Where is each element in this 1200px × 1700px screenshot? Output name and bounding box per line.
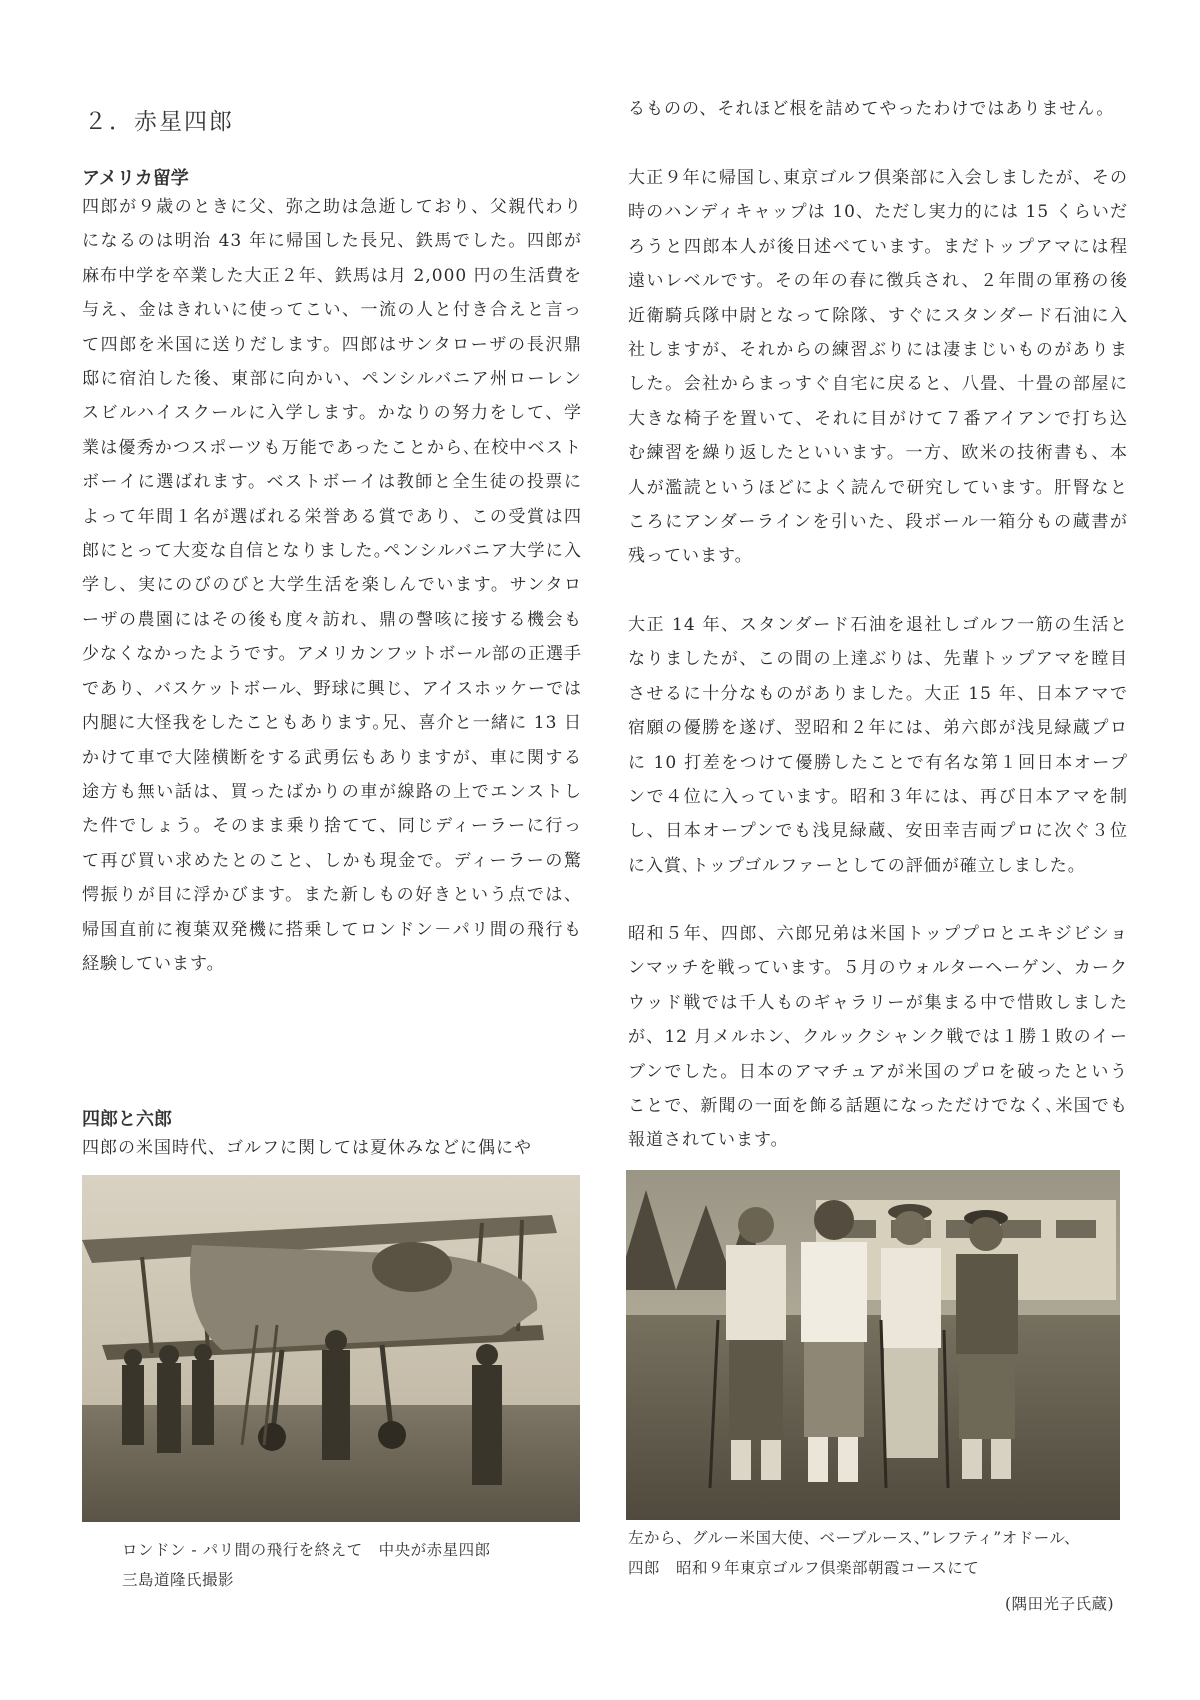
- photo-credit: (隅田光子氏蔵): [1005, 1595, 1115, 1613]
- biplane-photo: [82, 1175, 580, 1522]
- paragraph-america-study: 四郎が９歳のときに父、弥之助は急逝しており、父親代わりになるのは明治 43 年に帰国した長兄、鉄馬でした。四郎が麻布中学を卒業した大正２年、鉄馬は月 2,000 円の生活費を与え、金はきれいに使ってこい、一流の人と付き合えと言って四郎を米国に送りだします。四郎はサンタローザの長沢鼎邸に宿泊した後、東部に向かい、ペンシルバニア州ローレンスビルハイスクールに入学します。かなりの努力をして、学業は優秀かつスポーツも万能であったことから､在校中ベストボーイに選ばれます。ベストボーイは教師と全生徒の投票によって年間１名が選ばれる栄誉ある賞であり、この受賞は四郎にとって大変な自信となりました｡ペンシルバニア大学に入学し、実にのびのびと大学生活を楽しんでいます。サンタローザの農園にはその後も度々訪れ、鼎の謦咳に接する機会も少なくなかったようです。アメリカンフットボール部の正選手であり、バスケットボール、野球に興じ、アイスホッケーでは内腿に大怪我をしたこともあります｡兄、喜介と一緒に 13 日かけて車で大陸横断をする武勇伝もありますが、車に関する途方も無い話は、買ったばかりの車が線路の上でエンストした件でしょう。そのまま乗り捨てて、同じディーラーに行って再び買い求めたとのこと、しかも現金で。ディーラーの驚愕振りが目に浮かびます。また新しもの好きという点では、帰国直前に複葉双発機に搭乗してロンドン－パリ間の飛行も経験しています。: [82, 197, 582, 974]
- heading-shiro-rokuro: 四郎と六郎: [82, 1109, 172, 1130]
- golfers-caption-line1: 左から、グルー米国大使、ベーブルース、”レフティ”オドール、: [628, 1529, 1081, 1547]
- section-title: ２．赤星四郎: [84, 109, 234, 135]
- golfers-photo: [626, 1170, 1120, 1520]
- paragraph-shiro-rokuro: 四郎の米国時代、ゴルフに関しては夏休みなどに偶にや: [82, 1138, 532, 1158]
- biplane-caption-line2: 三島道隆氏撮影: [122, 1571, 235, 1589]
- golfers-caption-line2: 四郎 昭和９年東京ゴルフ倶楽部朝霞コースにて: [628, 1559, 980, 1577]
- paragraph-golf-career: 大正 14 年、スタンダード石油を退社しゴルフ一筋の生活となりましたが、この間の上達ぶりは、先輩トップアマを瞠目させるに十分なものがありました。大正 15 年、日本アマで宿願の優勝を遂げ、翌昭和２年には、弟六郎が浅見緑蔵プロに 10 打差をつけて優勝したことで有名な第１回日本オープンで４位に入っています。昭和３年には、再び日本アマを制し、日本オープンでも浅見緑蔵、安田幸吉両プロに次ぐ３位に入賞､トップゴルファーとしての評価が確立しました。: [628, 615, 1128, 876]
- paragraph-golf-casual: るものの、それほど根を詰めてやったわけではありません。: [628, 99, 1115, 119]
- paragraph-return-japan: 大正９年に帰国し､東京ゴルフ倶楽部に入会しましたが、その時のハンディキャップは 10、ただし実力的には 15 くらいだろうと四郎本人が後日述べています。まだトップアマには程遠いレベルです。その年の春に徴兵され、２年間の軍務の後近衛騎兵隊中尉となって除隊、すぐにスタンダード石油に入社しますが、それからの練習ぶりには凄まじいものがありました。会社からまっすぐ自宅に戻ると、八畳、十畳の部屋に大きな椅子を置いて、それに目がけて７番アイアンで打ち込む練習を繰り返したといいます。一方、欧米の技術書も、本人が濫読というほどによく読んで研究しています。肝腎なところにアンダーラインを引いた、段ボール一箱分もの蔵書が残っています。: [628, 168, 1128, 567]
- paragraph-exhibition-match: 昭和５年、四郎、六郎兄弟は米国トッププロとエキジビションマッチを戦っています。５月のウォルターヘーゲン、カークウッド戦では千人ものギャラリーが集まる中で惜敗しましたが、12 月メルホン、クルックシャンク戦では１勝１敗のイーブンでした。日本のアマチュアが米国のプロを破ったということで、新聞の一面を飾る話題になっただけでなく､米国でも報道されています。: [628, 924, 1128, 1151]
- biplane-caption-line1: ロンドン - パリ間の飛行を終えて 中央が赤星四郎: [122, 1541, 491, 1559]
- heading-america-study: アメリカ留学: [82, 168, 189, 189]
